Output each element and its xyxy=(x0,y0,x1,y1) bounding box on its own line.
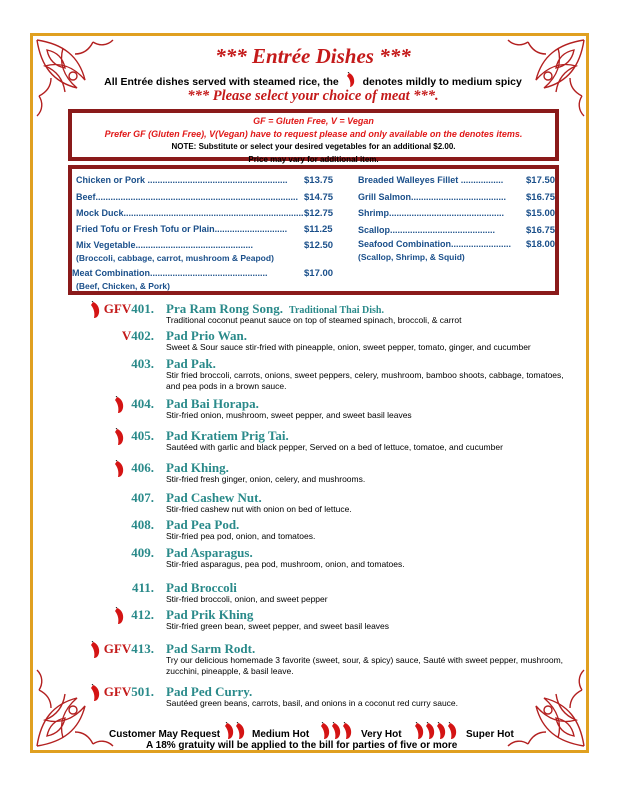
dish-number xyxy=(84,396,154,412)
price-item-name: Mock Duck........................................................................ xyxy=(76,208,304,218)
price-item-name: Scallop.......................................... xyxy=(358,225,496,235)
dish-number-text: 403. xyxy=(131,356,154,371)
dish-number xyxy=(84,490,154,506)
dish-number xyxy=(84,545,154,561)
dish-description: Try our delicious homemade 3 favorite (sweet, sour, & spicy) sauce, Sauté with sweet pepper, mushroom, zucchini, pineapple, & basil leave. xyxy=(166,655,564,676)
dish-number-text: 404. xyxy=(131,396,154,411)
medium-hot-chili-icon xyxy=(224,722,235,745)
legend-customer-request: Customer May Request xyxy=(109,729,221,740)
super-hot-chili-icon xyxy=(436,722,447,745)
price-item-name: Seafood Combination........................ xyxy=(358,239,512,249)
dish-diet-tag: GFV xyxy=(103,301,132,316)
dish-description: Stir-fried pea pod, onion, and tomatoes. xyxy=(166,531,316,541)
price-item-price: $17.50 xyxy=(526,175,556,186)
dish-note: Traditional Thai Dish. xyxy=(289,305,384,316)
meat-price-box xyxy=(68,165,559,295)
dish-description: Stir-fried broccoli, onion, and sweet pepper xyxy=(166,594,328,604)
dish-number-text: 408. xyxy=(131,517,154,532)
meat-choice-heading: *** Please select your choice of meat ***. xyxy=(187,88,439,104)
price-item-name: Chicken or Pork ........................................................ xyxy=(76,175,288,185)
notes-price-vary: Price may vary for additional item. xyxy=(248,155,379,164)
dish-description: Sautéed green beans, carrots, basil, and onions in a coconut red curry sauce. xyxy=(166,698,459,708)
dish-description: Sweet & Sour sauce stir-fried with pineapple, onion, sweet pepper, tomato, ginger, and cucumber xyxy=(166,342,531,352)
price-item-price: $16.75 xyxy=(526,192,556,203)
price-item-name: Mix Vegetable............................................... xyxy=(76,240,254,250)
price-item-price: $18.00 xyxy=(526,239,556,250)
dish-number xyxy=(84,356,154,372)
dish-number xyxy=(84,428,154,444)
dish-number xyxy=(84,460,154,476)
dish-number-text: 412. xyxy=(131,607,154,622)
super-hot-chili-icon xyxy=(425,722,436,745)
super-hot-chili-icon xyxy=(414,722,425,745)
dish-number-text: 501. xyxy=(131,684,154,699)
legend-medium-hot: Medium Hot xyxy=(252,729,310,740)
legend-super-hot: Super Hot xyxy=(466,729,514,740)
dish-description: Sautéed with garlic and black pepper, Served on a bed of lettuce, tomatoe, and cucumber xyxy=(166,442,503,452)
dish-number xyxy=(84,641,154,657)
dish-name-text: Pad Bai Horapa. xyxy=(166,396,259,411)
notes-legend: GF = Gluten Free, V = Vegan xyxy=(253,116,374,126)
dish-number-text: 402. xyxy=(131,328,154,343)
price-item-name: Breaded Walleyes Fillet ................. xyxy=(358,175,504,185)
dish-number-text: 407. xyxy=(131,490,154,505)
dish-name-text: Pad Broccoli xyxy=(166,580,237,595)
medium-hot-chili-icon xyxy=(235,722,246,745)
price-item-price: $11.25 xyxy=(304,224,333,235)
notes-request: Prefer GF (Gluten Free), V(Vegan) have to request please and only available on the denotes items. xyxy=(104,129,523,139)
dish-number-text: 401. xyxy=(131,301,154,316)
chili-pepper-icon xyxy=(346,72,356,88)
dish-name-text: Pad Sarm Rodt. xyxy=(166,641,256,656)
dish-description: Stir-fried green bean, sweet pepper, and sweet basil leaves xyxy=(166,621,390,631)
dish-number-text: 405. xyxy=(131,428,154,443)
dish-name-text: Pra Ram Rong Song. xyxy=(166,301,284,316)
dish-number xyxy=(84,684,154,700)
price-item-sub: (Broccoli, cabbage, carrot, mushroom & Peapod) xyxy=(76,253,274,263)
dish-description: Stir fried broccoli, carrots, onions, sweet peppers, celery, mushroom, bamboo shoots, cabbage, tomatoes, and pea pods in a brown sauce. xyxy=(166,370,564,391)
price-item-price: $17.00 xyxy=(304,268,334,279)
dish-name-text: Pad Khing. xyxy=(166,460,229,475)
dish-description: Stir-fried fresh ginger, onion, celery, and mushrooms. xyxy=(166,474,366,484)
dish-number xyxy=(84,301,154,317)
dish-diet-tag: GFV xyxy=(103,641,132,656)
price-item-name: Shrimp.............................................. xyxy=(358,208,505,218)
dish-name-text: Pad Pak. xyxy=(166,356,216,371)
dish-description: Traditional coconut peanut sauce on top of steamed spinach, broccoli, & carrot xyxy=(166,315,462,325)
dish-description: Stir-fried onion, mushroom, sweet pepper, and sweet basil leaves xyxy=(166,410,412,420)
price-item-name: Grill Salmon...................................... xyxy=(358,192,507,202)
price-item-sub: (Beef, Chicken, & Pork) xyxy=(76,281,170,291)
price-item-price: $12.75 xyxy=(304,208,334,219)
dish-description: Stir-fried cashew nut with onion on bed of lettuce. xyxy=(166,504,352,514)
dish-number-text: 413. xyxy=(131,641,154,656)
intro-text-after: denotes mildly to medium spicy xyxy=(362,76,522,88)
intro-line xyxy=(0,72,626,88)
dish-number xyxy=(84,607,154,623)
dish-number-text: 409. xyxy=(131,545,154,560)
dish-diet-tag: V xyxy=(121,328,132,343)
notes-substitute: NOTE: Substitute or select your desired vegetables for an additional $2.00. xyxy=(171,142,456,151)
price-item-name: Fried Tofu or Fresh Tofu or Plain............................. xyxy=(76,224,288,234)
intro-text-before: All Entrée dishes served with steamed rice, the xyxy=(104,76,339,88)
price-item-name: Beef................................................................................. xyxy=(76,192,299,202)
dish-description: Stir-fried asparagus, pea pod, mushroom, onion, and tomatoes. xyxy=(166,559,405,569)
super-hot-chili-icon xyxy=(447,722,458,745)
price-item-sub: (Scallop, Shrimp, & Squid) xyxy=(358,252,465,262)
dish-name-text: Pad Asparagus. xyxy=(166,545,253,560)
dish-name-text: Pad Ped Curry. xyxy=(166,684,253,699)
page-title: *** Entrée Dishes *** xyxy=(215,44,411,68)
price-item-price: $15.00 xyxy=(526,208,556,219)
price-item-price: $13.75 xyxy=(304,175,334,186)
dish-diet-tag: GFV xyxy=(103,684,132,699)
very-hot-chili-icon xyxy=(320,722,331,745)
price-item-price: $12.50 xyxy=(304,240,334,251)
price-item-price: $16.75 xyxy=(526,225,556,236)
dish-number xyxy=(84,580,154,596)
very-hot-chili-icon xyxy=(342,722,353,745)
notes-box xyxy=(68,109,559,164)
dish-number xyxy=(84,517,154,533)
legend-very-hot: Very Hot xyxy=(361,729,402,740)
very-hot-chili-icon xyxy=(331,722,342,745)
dish-number xyxy=(84,328,154,344)
dish-name-text: Pad Prik Khing xyxy=(166,607,254,622)
dish-name-text: Pad Prio Wan. xyxy=(166,328,248,343)
dish-name-text: Pad Cashew Nut. xyxy=(166,490,262,505)
price-item-name: Meat Combination............................................... xyxy=(72,268,268,278)
dish-name-text: Pad Kratiem Prig Tai. xyxy=(166,428,289,443)
price-item-price: $14.75 xyxy=(304,192,334,203)
dish-number-text: 411. xyxy=(131,580,154,595)
dish-number-text: 406. xyxy=(131,460,154,475)
dish-name-text: Pad Pea Pod. xyxy=(166,517,240,532)
gratuity-note: A 18% gratuity will be applied to the bill for parties of five or more xyxy=(146,740,458,751)
